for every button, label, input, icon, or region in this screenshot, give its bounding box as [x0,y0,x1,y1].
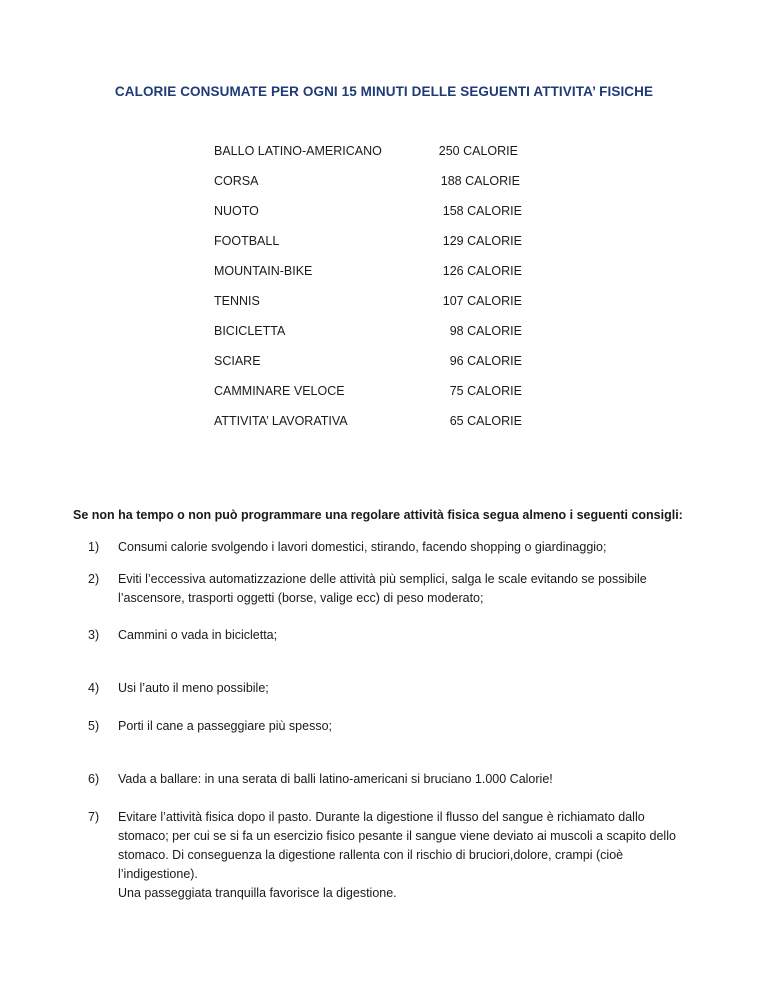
page-title: CALORIE CONSUMATE PER OGNI 15 MINUTI DELLE SEGUENTI ATTIVITA’ FISICHE [114,84,654,99]
list-item [88,808,708,903]
list-number: 6) [88,772,100,786]
list-number: 1) [88,540,100,554]
activity-calories: 107 CALORIE [442,294,522,308]
activity-name: CAMMINARE VELOCE [214,384,345,398]
activity-name: ATTIVITA’ LAVORATIVA [214,414,348,428]
activity-name: CORSA [214,174,259,188]
list-item [88,626,708,645]
activity-name: SCIARE [214,354,261,368]
list-text-line: Cammini o vada in bicicletta; [118,628,278,642]
list-text-line: stomaco; per cui se si fa un esercizio fisico pesante il sangue viene deviato ai muscoli a scapito dello [118,829,676,843]
table-row [214,136,534,166]
list-text-line: l’ascensore, trasporti oggetti (borse, valige ecc) di peso moderato; [118,591,484,605]
list-number: 2) [88,572,100,586]
activity-name: FOOTBALL [214,234,280,248]
list-item [88,717,708,736]
activity-name: NUOTO [214,204,259,218]
list-item [88,770,708,789]
list-text-line: Porti il cane a passeggiare più spesso; [118,719,333,733]
list-text-line: l’indigestione). [118,867,198,881]
activity-calories: 65 CALORIE [449,414,522,428]
activity-calories: 129 CALORIE [442,234,522,248]
table-row [214,226,534,256]
list-text-line: Vada a ballare: in una serata di balli latino-americani si bruciano 1.000 Calorie! [118,772,553,786]
activity-calories: 250 CALORIE [438,144,518,158]
table-row [214,256,534,286]
table-row [214,406,534,436]
activity-calories: 126 CALORIE [442,264,522,278]
list-text-line: Evitare l’attività fisica dopo il pasto. Durante la digestione il flusso del sangue è richiamato dallo [118,810,645,824]
table-row [214,346,534,376]
activity-name: BALLO LATINO-AMERICANO [214,144,382,158]
list-number: 5) [88,719,100,733]
list-number: 4) [88,681,100,695]
list-item [88,538,708,557]
list-number: 3) [88,628,100,642]
table-row [214,286,534,316]
list-text-line: Usi l’auto il meno possibile; [118,681,269,695]
list-item [88,679,708,698]
activity-calories: 75 CALORIE [449,384,522,398]
advice-heading: Se non ha tempo o non può programmare una regolare attività fisica segua almeno i seguenti consigli: [73,508,683,522]
activity-calories: 158 CALORIE [442,204,522,218]
activity-calories: 96 CALORIE [449,354,522,368]
list-text-line: Eviti l’eccessiva automatizzazione delle attività più semplici, salga le scale evitando se possibile [118,572,647,586]
table-row [214,376,534,406]
list-item [88,570,708,608]
activity-name: TENNIS [214,294,260,308]
activity-calories: 98 CALORIE [449,324,522,338]
calorie-table [214,136,534,436]
activity-name: MOUNTAIN-BIKE [214,264,313,278]
activity-calories: 188 CALORIE [440,174,520,188]
list-text-line: Una passeggiata tranquilla favorisce la digestione. [118,886,397,900]
table-row [214,196,534,226]
list-number: 7) [88,810,100,824]
list-text-line: Consumi calorie svolgendo i lavori domestici, stirando, facendo shopping o giardinaggio; [118,540,607,554]
table-row [214,316,534,346]
table-row [214,166,534,196]
list-text-line: stomaco. Di conseguenza la digestione rallenta con il rischio di bruciori,dolore, crampi (cioè [118,848,624,862]
activity-name: BICICLETTA [214,324,286,338]
